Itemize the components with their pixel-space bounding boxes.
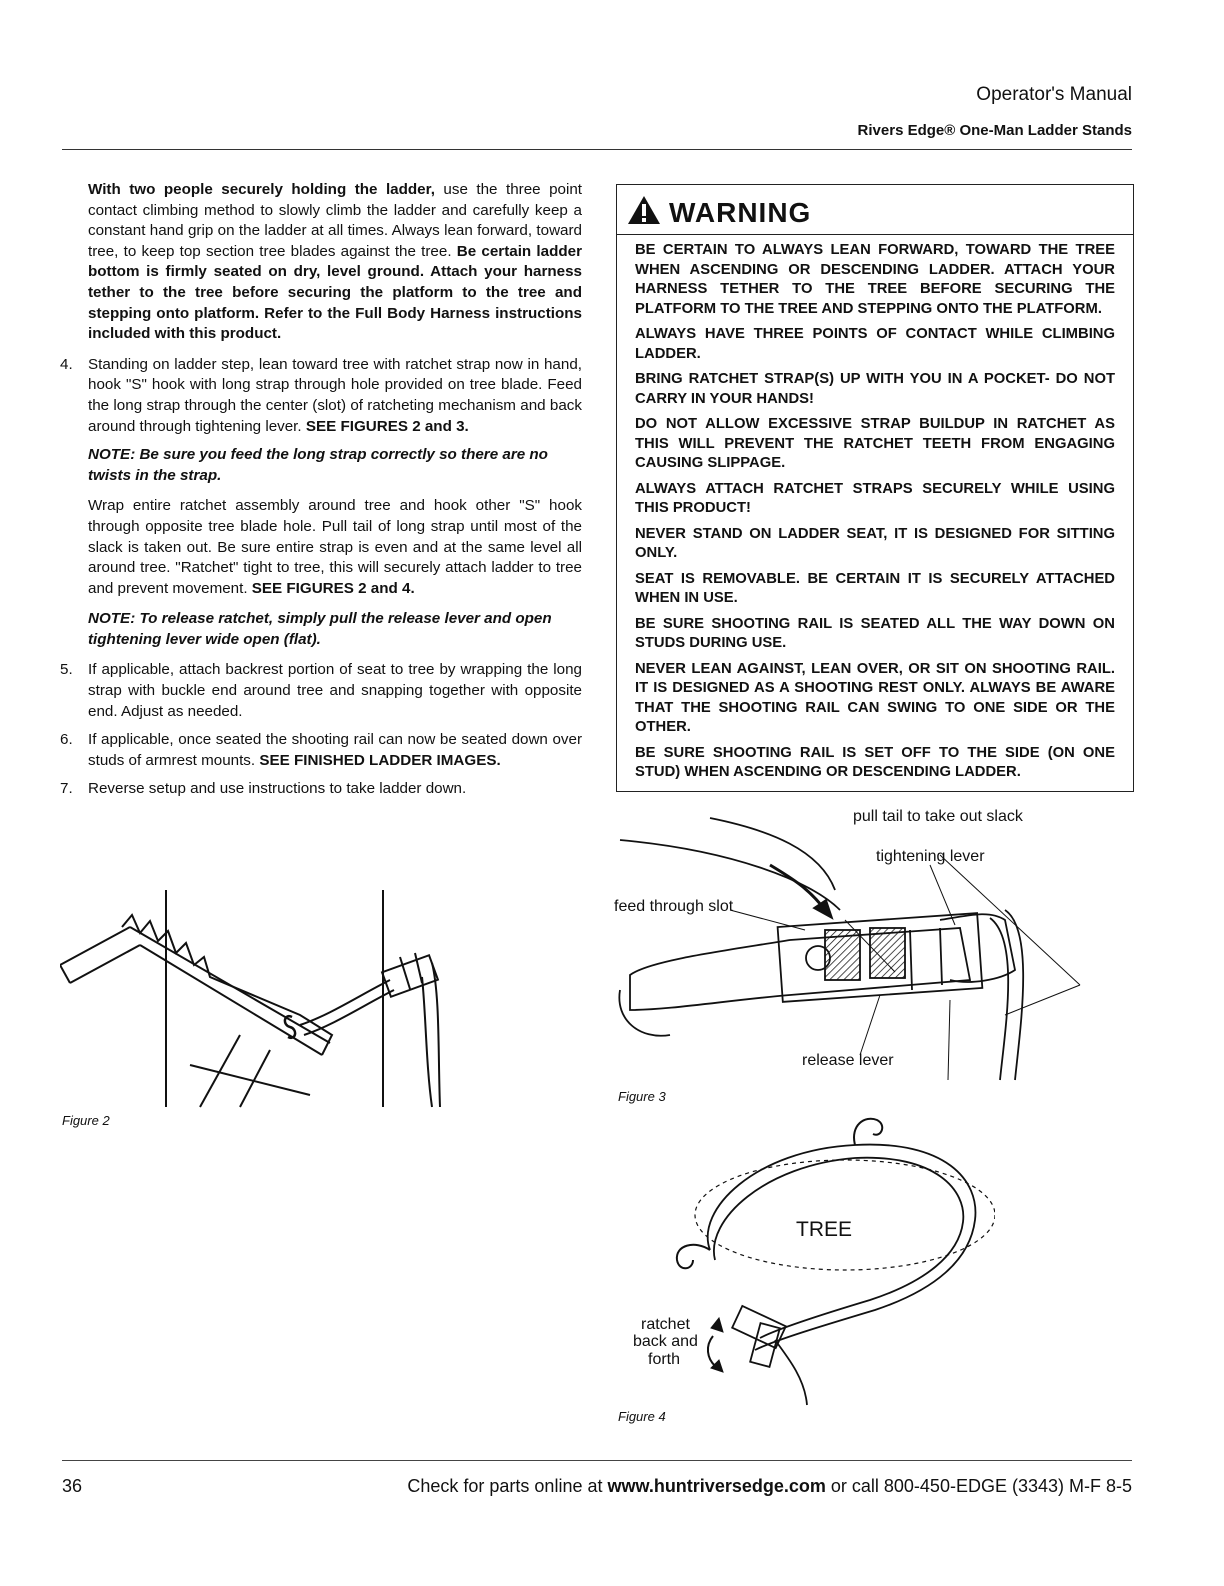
label-ratchet: ratchet xyxy=(641,1316,690,1333)
instructions-column xyxy=(60,180,582,808)
step-number: 5. xyxy=(60,661,73,679)
warning-item: BE SURE SHOOTING RAIL IS SET OFF TO THE SIDE (ON ONE STUD) WHEN ASCENDING OR DESCENDING LADDER. xyxy=(635,744,1115,780)
page-number: 36 xyxy=(62,1476,83,1496)
header-subtitle: Rivers Edge® One-Man Ladder Stands xyxy=(857,122,1132,139)
step-5 xyxy=(60,660,582,722)
figure-3-illustration xyxy=(610,810,1090,1090)
footer-url[interactable]: www.huntriversedge.com xyxy=(607,1476,826,1496)
figure-4-caption: Figure 4 xyxy=(618,1409,666,1424)
step-4 xyxy=(60,355,582,437)
intro-paragraph xyxy=(60,180,582,345)
intro-bold-text: Be certain ladder bottom is firmly seated on dry, level ground. Attach your harness tether to the tree before securing the platform to the tree and stepping onto platform. Refer to the Full Body Harness instructions included with this product. xyxy=(88,242,582,343)
footer-divider xyxy=(62,1460,1132,1461)
note-release: NOTE: To release ratchet, simply pull the release lever and open tightening lever wide open (flat). xyxy=(88,610,552,648)
label-forth: forth xyxy=(648,1351,681,1368)
warning-item: BRING RATCHET STRAP(S) UP WITH YOU IN A POCKET- DO NOT CARRY IN YOUR HANDS! xyxy=(635,371,1115,407)
step-6 xyxy=(60,730,582,771)
intro-lead-bold: With two people securely holding the ladder, xyxy=(88,181,435,198)
warning-header xyxy=(617,185,1133,235)
warning-box xyxy=(616,184,1134,792)
figure-2-caption: Figure 2 xyxy=(62,1113,110,1128)
step-7 xyxy=(60,779,582,800)
step-number: 7. xyxy=(60,780,73,798)
footer-text-pre: Check for parts online at xyxy=(407,1476,608,1496)
figure-2-illustration xyxy=(60,885,460,1115)
label-tightening-lever: tightening lever xyxy=(876,848,985,865)
header-divider xyxy=(62,149,1132,150)
footer-text-post: or call 800-450-EDGE (3343) M-F 8-5 xyxy=(825,1476,1132,1496)
wrap-text: Wrap entire ratchet assembly around tree and hook other "S" hook through opposite tree blade hole. Pull tail of long strap until most of the slack is taken out. Be sure entire strap is even and at the same level all around tree. "Ratchet" tight to tree, this will securely attach ladder to tree and prevent movement. xyxy=(88,497,582,597)
warning-item: ALWAYS HAVE THREE POINTS OF CONTACT WHILE CLIMBING LADDER. xyxy=(635,326,1115,362)
label-release-lever: release lever xyxy=(802,1052,894,1069)
step-text: Reverse setup and use instructions to take ladder down. xyxy=(88,780,467,798)
label-feed-through-slot: feed through slot xyxy=(614,898,734,915)
warning-item: BE SURE SHOOTING RAIL IS SEATED ALL THE WAY DOWN ON STUDS DURING USE. xyxy=(635,615,1115,651)
label-back-and: back and xyxy=(633,1333,698,1350)
warning-item: DO NOT ALLOW EXCESSIVE STRAP BUILDUP IN RATCHET AS THIS WILL PREVENT THE RATCHET TEETH FROM ENGAGING CAUSING SLIPPAGE. xyxy=(635,416,1115,471)
wrap-paragraph xyxy=(60,496,582,599)
warning-list xyxy=(617,235,1133,783)
warning-triangle-icon xyxy=(627,195,661,225)
warning-item: BE CERTAIN TO ALWAYS LEAN FORWARD, TOWARD THE TREE WHEN ASCENDING OR DESCENDING LADDER. ATTACH YOUR HARNESS TETHER TO THE TREE BEFORE SECURING THE PLATFORM TO THE TREE AND STEPPING ONTO THE PLATFORM. xyxy=(635,242,1115,317)
step-text: Standing on ladder step, lean toward tree with ratchet strap now in hand, hook "S" hook with long strap through hole provided on tree blade. Feed the long strap through the center (slot) of ratcheting mechanism and back around through tightening lever. xyxy=(88,355,582,435)
warning-item: SEAT IS REMOVABLE. BE CERTAIN IT IS SECURELY ATTACHED WHEN IN USE. xyxy=(635,570,1115,606)
label-pull-tail: pull tail to take out slack xyxy=(853,808,1023,825)
step-number: 4. xyxy=(60,355,73,373)
step-text: If applicable, once seated the shooting rail can now be seated down over studs of armrest mounts. xyxy=(88,731,582,769)
note-twists: NOTE: Be sure you feed the long strap correctly so there are no twists in the strap. xyxy=(88,446,548,484)
label-tree: TREE xyxy=(796,1218,853,1241)
step-ref: SEE FIGURES 2 and 3. xyxy=(305,417,469,435)
footer-text xyxy=(407,1476,1132,1497)
wrap-ref: SEE FIGURES 2 and 4. xyxy=(251,579,415,597)
intro-lead-text: use the three point contact climbing method to slowly climb the ladder and carefully keep a constant hand grip on the ladder at all times. Always lean forward, toward tree, to keep top section tree blades against the tree. xyxy=(88,181,583,260)
warning-item: NEVER STAND ON LADDER SEAT, IT IS DESIGNED FOR SITTING ONLY. xyxy=(635,525,1115,561)
warning-item: NEVER LEAN AGAINST, LEAN OVER, OR SIT ON SHOOTING RAIL. IT IS DESIGNED AS A SHOOTING REST ONLY. ALWAYS BE AWARE THAT THE SHOOTING RAIL CAN SWING TO ONE SIDE OR THE OTHER. xyxy=(635,660,1115,735)
header-title: Operator's Manual xyxy=(976,84,1132,105)
step-number: 6. xyxy=(60,731,73,749)
step-ref: SEE FINISHED LADDER IMAGES. xyxy=(259,751,501,769)
figure-3-caption: Figure 3 xyxy=(618,1089,666,1104)
step-text: If applicable, attach backrest portion of seat to tree by wrapping the long strap with buckle end around tree and snapping together with opposite end. Adjust as needed. xyxy=(88,661,582,720)
warning-item: ALWAYS ATTACH RATCHET STRAPS SECURELY WHILE USING THIS PRODUCT! xyxy=(635,480,1115,516)
warning-title: WARNING xyxy=(669,197,812,228)
